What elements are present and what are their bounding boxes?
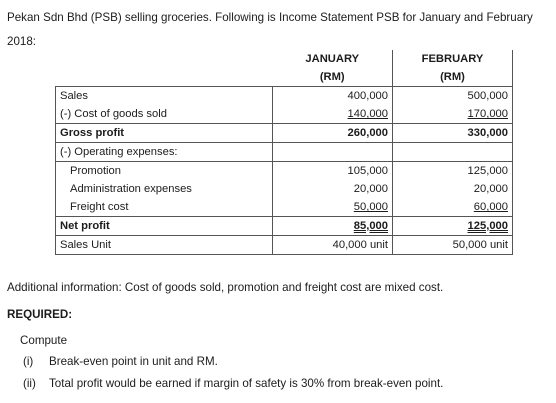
- feb-value: [393, 143, 513, 162]
- jan-value: 260,000: [273, 124, 393, 143]
- feb-value: 170,000: [467, 108, 508, 120]
- table-header-row: [56, 50, 513, 68]
- jan-value: 85,000: [353, 220, 388, 232]
- row-freight: [56, 198, 513, 217]
- row-cogs: [56, 105, 513, 124]
- row-label: (-) Cost of goods sold: [56, 105, 273, 124]
- row-label: Gross profit: [56, 124, 273, 143]
- row-gross-profit: [56, 124, 513, 143]
- income-statement-table: [55, 50, 513, 255]
- item-number: (ii): [23, 377, 36, 390]
- question-item-2: [23, 377, 443, 390]
- row-label: Sales: [56, 87, 273, 106]
- jan-value: 400,000: [273, 87, 393, 106]
- col-january-header: JANUARY: [273, 50, 393, 68]
- additional-info: Additional information: Cost of goods sold, promotion and freight cost are mixed cost.: [7, 281, 444, 294]
- jan-value: 140,000: [347, 108, 388, 120]
- row-label: Net profit: [56, 217, 273, 236]
- col-february-header: FEBRUARY: [393, 50, 513, 68]
- jan-value: 20,000: [273, 180, 393, 198]
- row-label: Administration expenses: [56, 180, 273, 198]
- row-operating-expenses: [56, 143, 513, 162]
- item-text: Break-even point in unit and RM.: [49, 355, 218, 368]
- table-header-unit-row: [56, 68, 513, 87]
- feb-value: 60,000: [473, 201, 508, 213]
- row-label: (-) Operating expenses:: [56, 143, 273, 162]
- jan-value: 105,000: [273, 162, 393, 181]
- feb-value: 500,000: [393, 87, 513, 106]
- jan-value: 50,000: [353, 201, 388, 213]
- row-promotion: [56, 162, 513, 181]
- feb-value: 50,000 unit: [393, 236, 513, 255]
- required-heading: REQUIRED:: [7, 308, 73, 321]
- row-sales-unit: [56, 236, 513, 255]
- row-label: Promotion: [56, 162, 273, 181]
- jan-value: 40,000 unit: [273, 236, 393, 255]
- item-number: (i): [23, 355, 34, 368]
- row-net-profit: [56, 217, 513, 236]
- feb-value: 125,000: [467, 220, 508, 232]
- question-item-1: [23, 355, 218, 368]
- row-label: Sales Unit: [56, 236, 273, 255]
- compute-label: Compute: [20, 334, 68, 347]
- feb-value: 330,000: [393, 124, 513, 143]
- col-january-unit: (RM): [273, 68, 393, 87]
- intro-text: Pekan Sdn Bhd (PSB) selling groceries. Following is Income Statement PSB for January and February 2018:: [7, 11, 533, 48]
- row-label: Freight cost: [56, 198, 273, 217]
- feb-value: 20,000: [393, 180, 513, 198]
- row-administration: [56, 180, 513, 198]
- jan-value: [273, 143, 393, 162]
- col-february-unit: (RM): [393, 68, 513, 87]
- item-text: Total profit would be earned if margin of safety is 30% from break-even point.: [49, 377, 444, 390]
- feb-value: 125,000: [393, 162, 513, 181]
- row-sales: [56, 87, 513, 106]
